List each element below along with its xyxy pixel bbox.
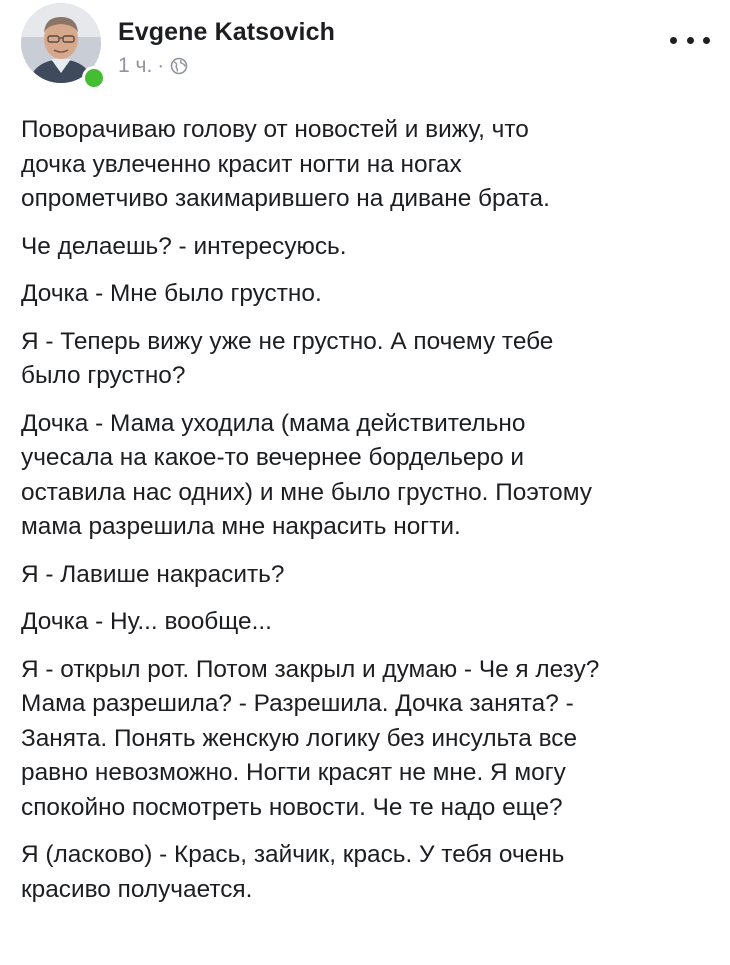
post-paragraph: Дочка - Ну... вообще... <box>21 608 272 635</box>
post-paragraph: Я - Теперь вижу уже не грустно. А почему тебе было грустно? <box>21 327 554 389</box>
dot-icon <box>703 37 710 44</box>
online-status-indicator <box>82 66 106 90</box>
post-header <box>21 3 711 87</box>
more-options-icon[interactable] <box>670 33 710 47</box>
meta-separator: · <box>157 54 165 77</box>
globe-icon[interactable] <box>170 57 188 75</box>
post-paragraph: Че делаешь? - интересуюсь. <box>21 232 347 260</box>
post-paragraph: Поворачиваю голову от новостей и вижу, что дочка увлеченно красит ногти на ногах опрометчиво закимарившего на диване брата. <box>21 116 550 212</box>
post-text <box>21 113 711 920</box>
post-time[interactable]: 1 ч. <box>118 54 153 77</box>
dot-icon <box>670 37 677 44</box>
dot-icon <box>687 37 694 44</box>
post-paragraph: Дочка - Мне было грустно. <box>21 280 322 307</box>
post-paragraph: Я - открыл рот. Потом закрыл и думаю - Че я лезу? Мама разрешила? - Разрешила. Дочка занята? - Занята. Понять женскую логику без инсульта все равно невозможно. Ногти красят не мне. Я могу спокойно посмотреть новости. Че те надо еще? <box>21 655 600 821</box>
post-paragraph: Я - Лавише накрасить? <box>21 560 285 588</box>
post-paragraph: Дочка - Мама уходила (мама действительно учесала на какое-то вечернее бордельеро и оставила нас одних) и мне было грустно. Поэтому мама разрешила мне накрасить ногти. <box>21 409 592 540</box>
post-paragraph: Я (ласково) - Крась, зайчик, крась. У тебя очень красиво получается. <box>21 841 565 903</box>
author-name[interactable]: Evgene Katsovich <box>118 18 335 46</box>
post-meta <box>118 54 188 78</box>
avatar-container[interactable] <box>21 3 103 85</box>
